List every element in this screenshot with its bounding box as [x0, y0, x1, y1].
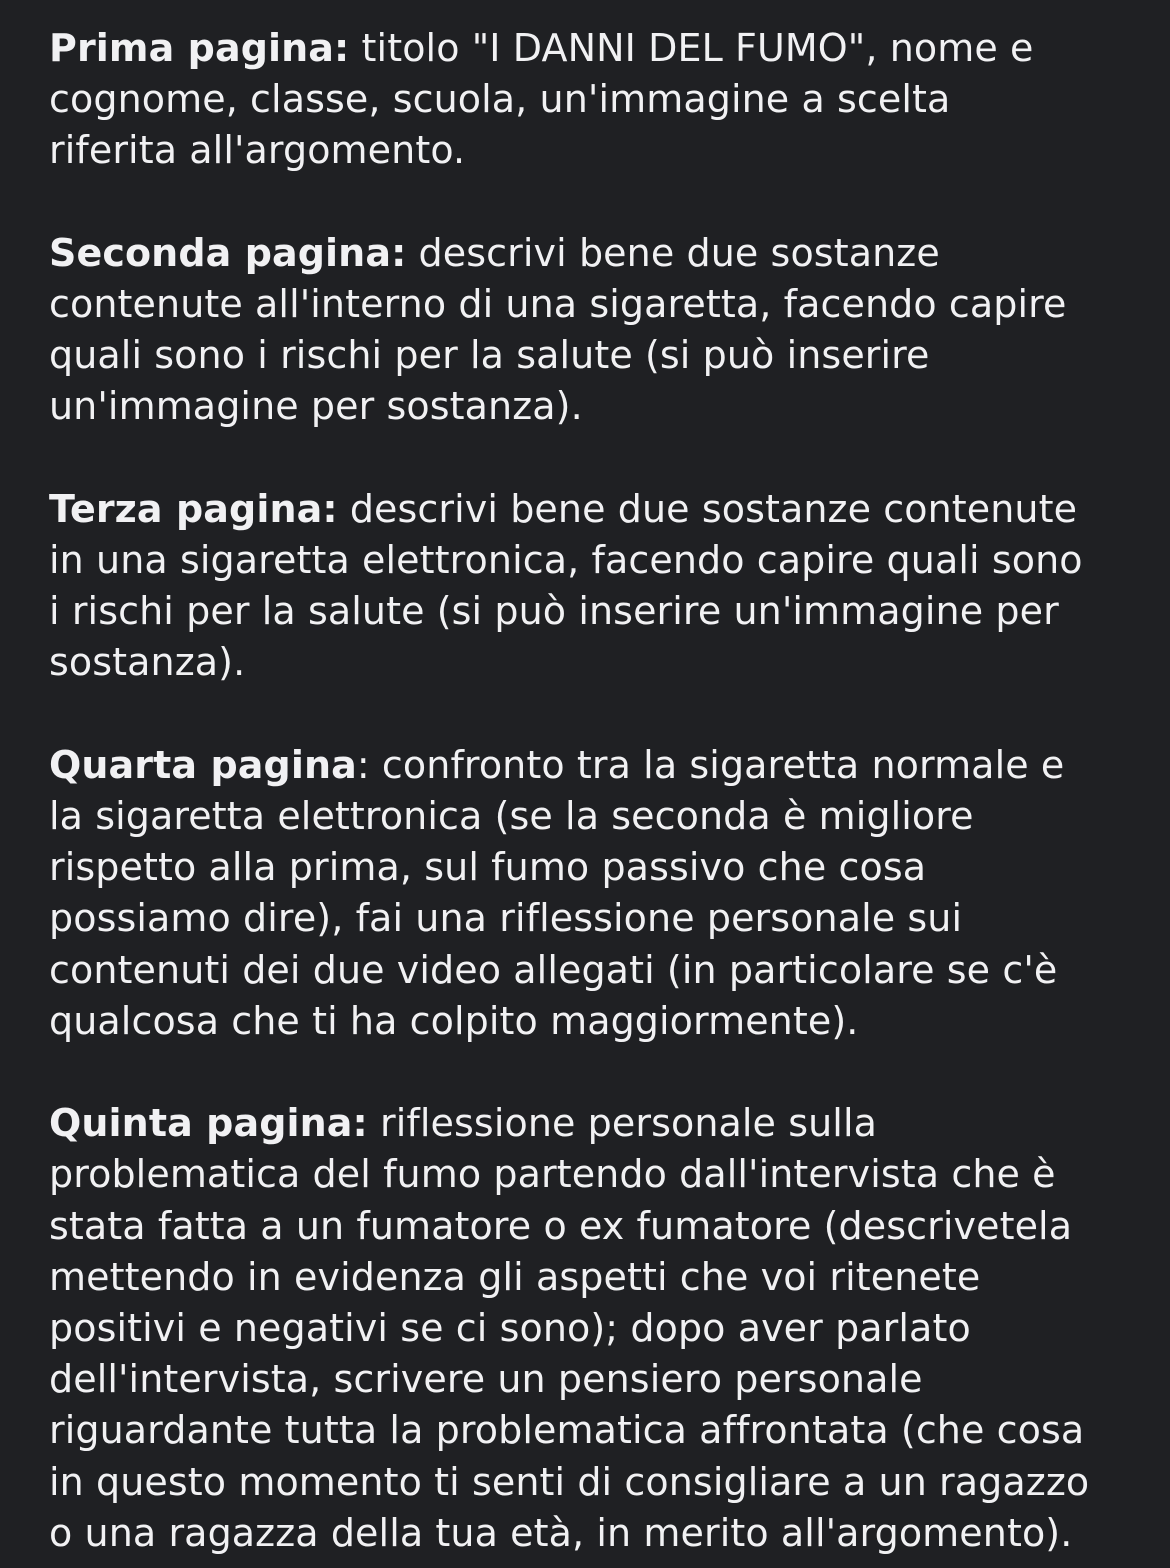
section-heading: Seconda pagina: — [49, 230, 407, 275]
section-quarta-pagina — [49, 740, 1130, 1047]
section-seconda-pagina — [49, 228, 1130, 433]
section-terza-pagina — [49, 484, 1130, 689]
section-heading: Terza pagina: — [49, 486, 338, 531]
section-heading: Prima pagina: — [49, 26, 350, 70]
section-heading: Quinta pagina: — [49, 1101, 368, 1146]
section-body: descrivi bene due sostanze contenute all'interno di una sigaretta, facendo capire quali sono i rischi per la salute (si può inserire un'immagine per sostanza). — [49, 230, 1067, 429]
section-body: riflessione personale sulla problematica del fumo partendo dall'intervista che è stata fatta a un fumatore o ex fumatore (descrivetela mettendo in evidenza gli aspetti che voi ritenete positivi e negativi se ci sono); dopo aver parlato dell'intervista, scrivere un pensiero personale riguardante tutta la problematica affrontata (che cosa in questo momento ti senti di consigliare a un ragazzo o una ragazza della tua età, in merito all'argomento). — [49, 1101, 1090, 1555]
section-quinta-pagina — [49, 1098, 1130, 1559]
section-heading: Quarta pagina — [49, 742, 357, 787]
section-prima-pagina — [49, 23, 1130, 177]
section-body: titolo "I DANNI DEL FUMO", nome e cognome, classe, scuola, un'immagine a scelta riferita all'argomento. — [49, 26, 1034, 173]
section-body: : confronto tra la sigaretta normale e la sigaretta elettronica (se la seconda è migliore rispetto alla prima, sul fumo passivo che cosa possiamo dire), fai una riflessione personale sui contenuti dei due video allegati (in particolare se c'è qualcosa che ti ha colpito maggiormente). — [49, 742, 1065, 1043]
section-body: descrivi bene due sostanze contenute in una sigaretta elettronica, facendo capire quali sono i rischi per la salute (si può inserire un'immagine per sostanza). — [49, 486, 1083, 685]
